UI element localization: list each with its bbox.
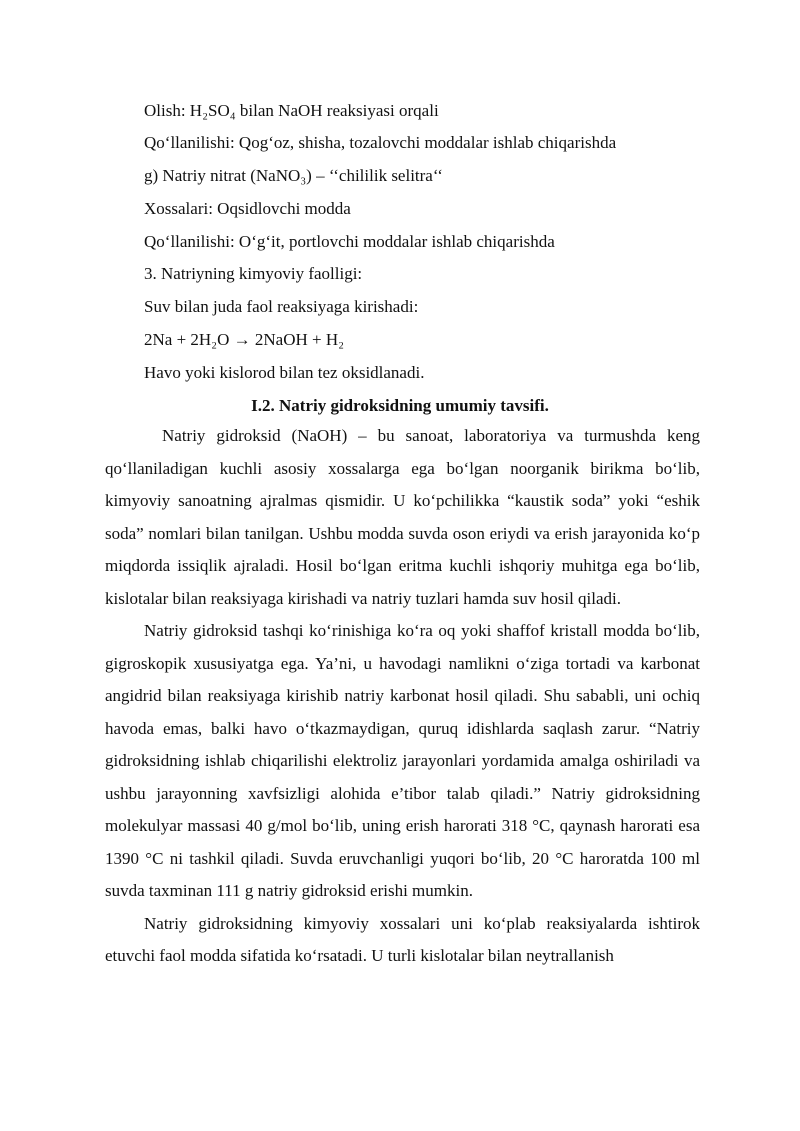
text-line-usage-1: Qo‘llanilishi: Qog‘oz, shisha, tozalovchi moddalar ishlab chiqarishda xyxy=(144,133,617,152)
text-line-usage-2: Qo‘llanilishi: O‘g‘it, portlovchi moddalar ishlab chiqarishda xyxy=(144,232,555,251)
paragraph-1: Natriy gidroksid (NaOH) – bu sanoat, laboratoriya va turmushda keng qo‘llaniladigan kuchli asosiy xossalarga ega bo‘lgan noorganik birikma bo‘lib, kimyoviy sanoatning ajralmas qismidir. U ko‘pchilikka “kaustik soda” yoki “eshik soda” nomlari bilan tanilgan. Ushbu modda suvda oson eriydi va erish jarayonida ko‘p miqdorda issiqlik ajraladi. Hosil bo‘lgan eritma kuchli ishqoriy muhitga ega bo‘lib, kislotalar bilan reaksiyaga kirishadi va natriy tuzlari hamda suv hosil qiladi. xyxy=(105,426,700,608)
text-line-properties: Xossalari: Oqsidlovchi modda xyxy=(144,199,351,218)
reaction-equation: 2Na + 2H₂O → 2NaOH + H₂ xyxy=(144,330,345,349)
section-heading: I.2. Natriy gidroksidning umumiy tavsifi. xyxy=(251,396,549,415)
text-line-water-reaction: Suv bilan juda faol reaksiyaga kirishadi: xyxy=(144,297,419,316)
text-line-chemical-activity: 3. Natriyning kimyoviy faolligi: xyxy=(144,264,363,283)
paragraph-3: Natriy gidroksidning kimyoviy xossalari uni ko‘plab reaksiyalarda ishtirok etuvchi faol modda sifatida ko‘rsatadi. U turli kislotalar bilan neytrallanish xyxy=(105,913,700,965)
body-text xyxy=(105,420,700,973)
text-line-sodium-nitrate: g) Natriy nitrat (NaNO₃) – ‘‘chililik selitra‘‘ xyxy=(144,166,443,185)
paragraph-2: Natriy gidroksid tashqi ko‘rinishiga ko‘ra oq yoki shaffof kristall modda bo‘lib, gigroskopik xususiyatga ega. Ya’ni, u havodagi namlikni o‘ziga tortadi va karbonat angidrid bilan reaksiyaga kirishib natriy karbonat hosil qiladi. Shu sababli, uni ochiq havoda emas, balki havo o‘tkazmaydigan, quruq idishlarda saqlash zarur. “Natriy gidroksidning ishlab chiqarilishi elektroliz jarayonlari yordamida amalga oshiriladi va ushbu jarayonning xavfsizligi alohida e’tibor talab qiladi.” Natriy gidroksidning molekulyar massasi 40 g/mol bo‘lib, uning erish harorati 318 °C, qaynash harorati esa 1390 °C ni tashkil qiladi. Suvda eruvchanligi yuqori bo‘lib, 20 °C haroratda 100 ml suvda taxminan 111 g natriy gidroksid erishi mumkin. xyxy=(105,621,700,900)
text-line-obtaining: Olish: H₂SO₄ bilan NaOH reaksiyasi orqali xyxy=(144,101,439,120)
text-line-oxidation: Havo yoki kislorod bilan tez oksidlanadi. xyxy=(144,363,425,382)
